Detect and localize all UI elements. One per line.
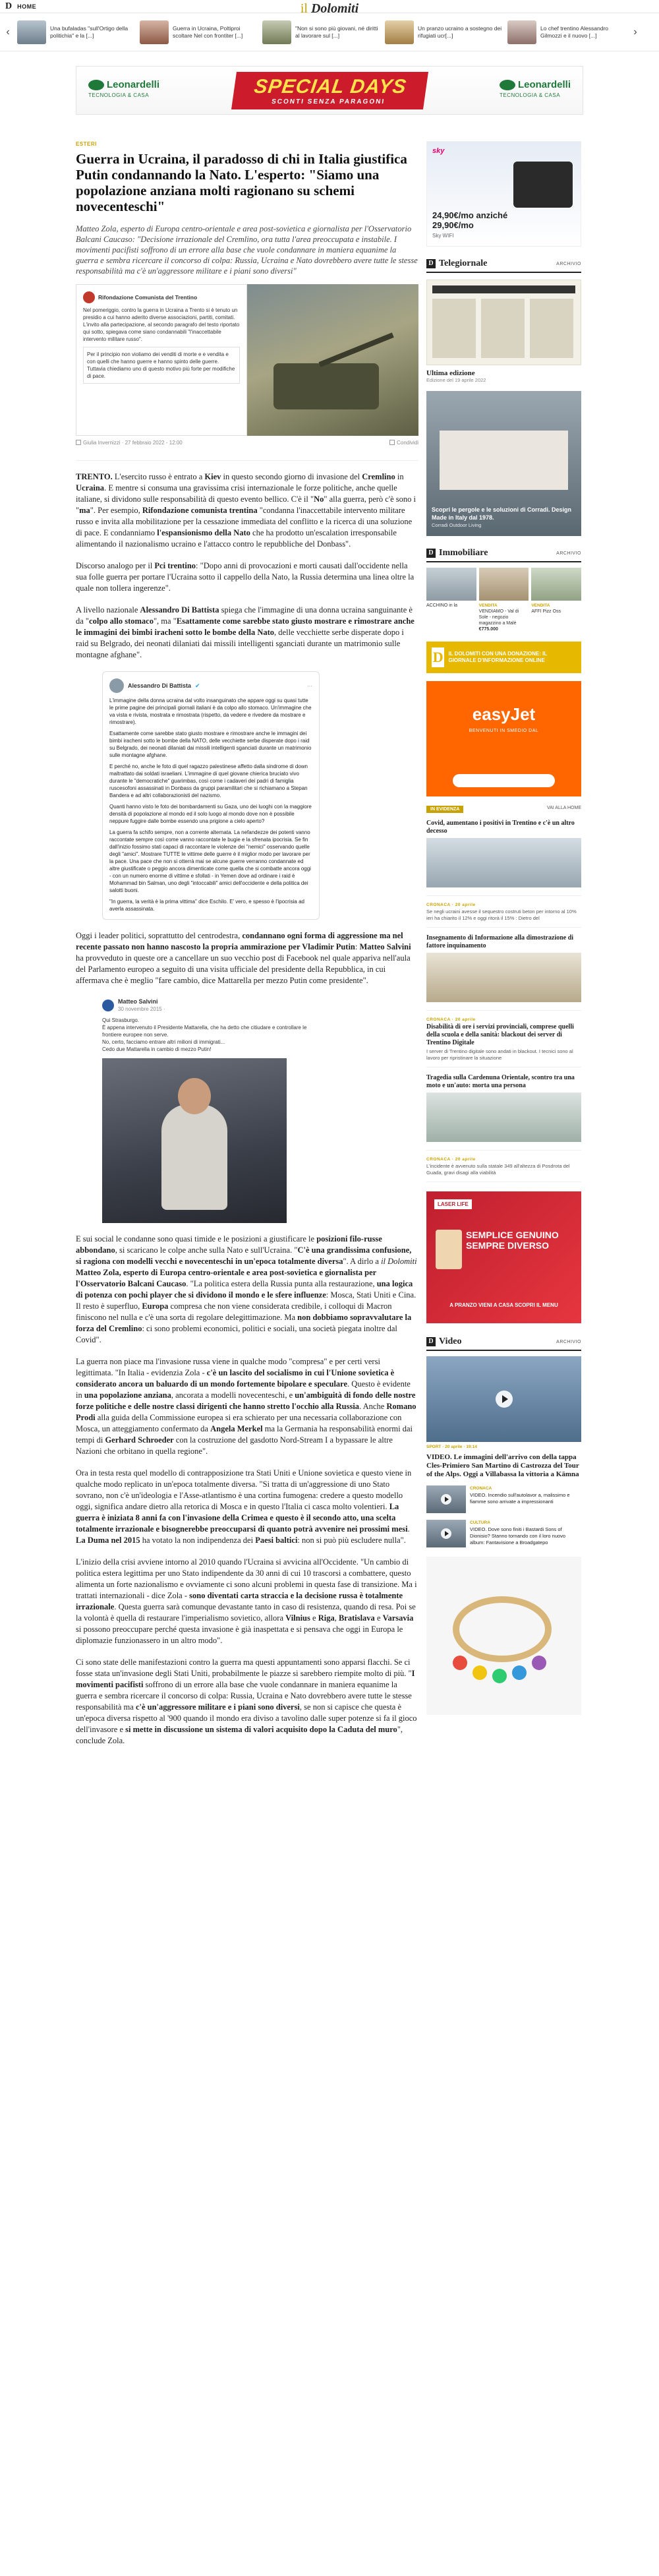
easyjet-ad[interactable] — [426, 681, 581, 796]
post-line: È appena intervenuto il Presidente Mattarella, che ha detto che citiudare e controllare le frontiere europee non serve. — [102, 1025, 307, 1038]
post-line: Cedo due Mattarella in cambio di mezzo Putin! — [102, 1046, 212, 1052]
ad-headline: SPECIAL DAYS SCONTI SENZA PARAGONI — [231, 72, 428, 109]
video-title[interactable]: VIDEO. Le immagini dell'arrivo con della tappa Cles-Primiero San Martino di Castrozza del Tour of the Alps. Oggi a Villabassa la vittoria a Kämna — [426, 1453, 579, 1478]
related-title: Lo chef trentino Alessandro Gilmozzi e il nuovo [...] — [540, 24, 609, 39]
related-thumb — [140, 20, 169, 44]
brand-title[interactable] — [0, 1, 659, 16]
news-item[interactable]: CRONACA · 20 aprile Se negli ucraini avesse il sequestro costruti beton per intorno al 10% ieri ha chiarito il 12% e oggi ritorà il 15% : Dietro del — [426, 903, 581, 928]
leaf-icon — [88, 80, 104, 90]
article — [76, 128, 418, 1747]
go-home-link[interactable]: VAI ALLA HOME — [546, 806, 581, 810]
related-thumb — [17, 20, 46, 44]
hero-social-post — [76, 284, 247, 436]
dolomiti-d-icon: D — [426, 1337, 436, 1346]
video-item[interactable]: CULTURA VIDEO. Dove sono finiti i Bastardi Sons of Dionisio? Stanno tornando con il loro nuovo album: Fantavisione a Broadgatepo — [426, 1520, 581, 1547]
dolomiti-d-icon: D — [426, 549, 436, 558]
avatar — [102, 1000, 114, 1011]
post-paragraph: "In guerra, la verità è la prima vittima" dice Eschilo. E' vero, e spesso è l'ipocrisia ad averla assassinata. — [109, 899, 304, 912]
donation-banner[interactable]: D IL DOLOMITI CON UNA DONAZIONE: IL GIORNALE D'INFORMAZIONE ONLINE — [426, 642, 581, 673]
ad-logo: LASER LIFE — [434, 1199, 472, 1209]
listing-card[interactable]: ACCHINO in la — [426, 568, 476, 632]
home-link[interactable]: HOME — [17, 3, 37, 10]
post-date: 30 novembre 2015 · — [118, 1006, 165, 1012]
paragraph: E sui social le condanne sono quasi timide e le posizioni a giustificare le posizioni filo-russe abbondano, si scaricano le colpe anche sulla Nato e sull'Ucraina. "C'è una grandissima confusione, si ragiona con modelli vecchi e novecenteschi in un'epoca totalmente diversa". A dirlo a il Dolomiti Matteo Zola, esperto di Europa centro-orientale e area post-sovietica e giornalista per l'Osservatorio Balcani Caucaso. "La politica estera della Russia punta alla restaurazione, una logica di potenza con pochi player che si dividono il mondo e le sfere influenze: Mosca, Stati Uniti e Cina. Il resto è superfluo, Europa compresa che non viene considerata credibile, i colloqui di Macron finiscono nel nulla e c'è una sorta di regolare delegittimazione. Ma non dobbiamo sopravvalutare la forza del Cremlino: ci sono problemi economici, politici e sociali, una società piegata inoltre dal Covid". — [76, 1234, 417, 1344]
post-paragraph: Esattamente come sarebbe stato giusto mostrare e rimostrare anche le immagini dei bimbi iracheni sotto le bombe della NATO, delle vecchiette serbe disperate dopo i raid su Belgrado, dei neonati dilaniati dai missili intelligenti sganciati durante un matrimonio sulle montagne afghane. — [109, 731, 312, 758]
dolomiti-d-icon: D — [426, 259, 436, 268]
play-icon[interactable] — [441, 1494, 451, 1505]
paragraph: Ci sono state delle manifestazioni contro la guerra ma questi appuntamenti sono apparsi flacchi. Se ci fosse stata un'invasione degli Stati Uniti, probabilmente le piazze si sarebbero riempite molto di più. "I movimenti pacifisti soffrono di un errore alla base che vuole condannare in maniera equanime la guerra e sembra ricercare il concorso di colpa: Russia, Ucraina e Nato dovrebbero avere tutte le stesse responsabilità ma c'è un'aggressore militare e i piani sono diversi, se non si capisce che questa è un'epoca diversa rispetto al '900 quando il mondo era diviso a tavolino dalle super potenze si fa il gioco dell'invasore e si mette in discussione un sistema di valori acquisito dopo la Caduta del muro", conclude Zola. — [76, 1658, 417, 1745]
author-icon — [76, 440, 81, 445]
related-title: Un pranzo ucraino a sostegno dei rifugiati ucr[...] — [418, 24, 502, 39]
more-options-icon[interactable]: ··· — [307, 682, 312, 689]
site-logo-icon[interactable]: D — [5, 1, 13, 11]
brand-name: Dolomiti — [310, 1, 359, 16]
listing-card[interactable]: VENDITA AFFI Pizz Oss — [531, 568, 581, 632]
avatar — [83, 291, 95, 303]
related-card[interactable] — [385, 20, 503, 44]
related-strip — [0, 13, 659, 51]
telegiornale-caption[interactable]: Ultima edizione — [426, 369, 475, 377]
video-header: D Video ARCHIVIO — [426, 1336, 581, 1351]
ad-text: Scopri le pergole e le soluzioni di Corradi. Design Made in Italy dal 1978. Corradi Outdoor Living — [432, 506, 572, 528]
related-title: Una bufaladas "sull'Ortigo della politichia" e la [...] — [50, 24, 129, 39]
article-meta — [76, 440, 418, 461]
post-paragraph: Quanti hanno visto le foto dei bombardamenti su Gaza, uno dei luoghi con la maggiore densità di popolazione al mondo ed il solo luogo al mondo dove non è possibile neppure fuggire dalle bombe essendo una prigione a cielo aperto? — [109, 804, 312, 824]
telegiornale-date: Edizione del 19 aprile 2022 — [426, 377, 486, 383]
tab-in-evidenza[interactable]: IN EVIDENZA — [426, 806, 463, 813]
verified-icon: ✔ — [195, 682, 200, 689]
paragraph: Discorso analogo per il Pci trentino: "Dopo anni di provocazioni e morti causati dall'occidente nella sua folle guerra per portare l'Ucraina sotto il cappello della Nato, la Russia determina una linea oltre la quale non tollera ingerenze". — [76, 561, 415, 593]
dolomiti-d-icon: D — [432, 647, 444, 667]
avatar — [109, 678, 124, 693]
news-tabs — [426, 806, 581, 813]
related-thumb — [507, 20, 536, 44]
page-columns — [0, 128, 659, 1747]
next-arrow-icon[interactable]: › — [633, 26, 637, 38]
share-button[interactable]: Condividi — [389, 440, 418, 446]
video-main-thumb[interactable] — [426, 1356, 581, 1442]
archive-link[interactable]: ARCHIVIO — [556, 1339, 581, 1344]
post-paragraph: L'immagine della donna ucraina dal volto insanguinato che appare oggi su quasi tutte le prime pagine dei principali giornali italiani è da colpo allo stomaco. Un'immagine che va vista e rivista, mostrata e rimostrata (rispetto, da vedere e rivedere da mostrare e rimostrare). — [109, 698, 312, 725]
post-paragraph: La guerra fa schifo sempre, non a corrente alternata. La nefandezze dei potenti vanno raccontate sempre così come vanno raccontate le bugie e la sfrenata ipocrisia. Se fin dall'inizio fossimo stati capaci di raccontare le violenze dei "nemici" osservando quelle degli "amici". Mostrare TUTTE le vittime delle guerre è il miglior modo per lavorare per la pace. Una pace che non si otterrà mai se alcune guerre verranno condannate ed altre giustificate o peggio ancora dimenticate come quella che si combatte ancora oggi - con un numero enorme di vittime e sfollati - in Yemen dove ad ordinare i raid è Mohammad bin Salman, uno degli "intoccabili" amici dell'occidente e della politica dei salotti buoni. — [109, 829, 311, 893]
related-title: "Non si sono più giovani, né diritti al lavorare sul [...] — [295, 24, 378, 39]
prev-arrow-icon[interactable]: ‹ — [6, 26, 10, 38]
ad-price: 24,90€/mo anziché 29,90€/mo Sky WIFI — [432, 210, 508, 239]
archive-link[interactable]: ARCHIVIO — [556, 261, 581, 266]
post-author[interactable]: Alessandro Di Battista — [128, 682, 192, 689]
paragraph: Ora in testa resta quel modello di contrapposizione tra Stati Uniti e Unione sovietica e questo viene in qualche modo replicato in un'epoca totalmente diversa. "Si tratta di un'aggressione di uno Stato sovrano, non c'è un'ideologia e l'Asse-atlantismo è una cortina fumogena: credere a questo modello oggi, significa andare dietro alla retorica di Mosca e in questo l'Italia ci casca molto volentieri. La guerra è iniziata 8 anni fa con l'invasione della Crimea e questo è il secondo atto, una scelta totalmente irrazionale e bisognerebbe preoccuparsi di quanto potrà avvenire nei prossimi mesi. La Duma nel 2015 ha votato la non indipendenza dei Paesi baltici: non si può più escludere nulla". — [76, 1468, 412, 1545]
news-item[interactable]: Tragedia sulla Cardenuna Orientale, scontro tra una moto e un'auto: morta una persona — [426, 1074, 581, 1151]
post-author: Rifondazione Comunista del Trentino — [98, 293, 198, 301]
article-title: Guerra in Ucraina, il paradosso di chi in Italia giustifica Putin condannando la Nato. L'esperto: "Siamo una popolazione anziana molti ragionano su schemi novecenteschi" — [76, 151, 407, 214]
easyjet-cta[interactable] — [453, 774, 555, 787]
easyjet-logo: easyJet — [472, 704, 536, 724]
hero-media — [76, 284, 418, 436]
related-card[interactable] — [140, 20, 258, 44]
post-author[interactable]: Matteo Salvini — [118, 998, 158, 1005]
device-image — [513, 162, 573, 208]
article-body — [76, 471, 418, 1747]
related-title: Guerra in Ucraina, Poltiproi scoltare Nel con frontiter [...] — [173, 24, 243, 39]
article-lead: Matteo Zola, esperto di Europa centro-orientale e area post-sovietica e giornalista per l'Osservatorio Balcani Caucaso: "Decisione irrazionale del Cremlino, ora tutta l'area preoccupata e instabile. I movimenti pacifisti soffrono di un errore alla base che vuole condannare in maniera equanime la guerra e sembra ricercare il concorso di colpa: Russia, Ucraina e Nato dovrebbero avere tutte le stesse responsabilità ma c'è un'aggressore militare e i piani sono diversi" — [76, 224, 418, 276]
video-item[interactable]: CRONACA VIDEO. Incendio sull'autolavor a, malissimo e fiamme sono arrivate a impressionanti — [426, 1485, 581, 1513]
paragraph: L'inizio della crisi avviene intorno al 2010 quando l'Ucraina si avvicina all'Occidente. "Un cambio di politica estera legittima per uno Stato indipendente da 30 anni di cui 10 trascorsi a combattere, questo alimenta un forte nazionalismo e ovviamente ci sono alcuni problemi in questa fase di transizione. Ma i trattati internazionali - dice Zola - sono diventati carta straccia e la decisione russa è totalmente irrazionale. Questa guerra sarà comunque devastante tanto in caso di resistenza, quando di resa. Poi se la volontà è quella di restaurare l'imperialismo sovietico, allora Vilnius e Riga, Bratislava e Varsavia si possono preoccupare perché questa invasione è già inaspettata e si pensava che oggi in Europa le diplomazie funzionassero in un altro modo". — [76, 1557, 417, 1645]
article-author-date: Giulia Invernizzi · 27 febbraio 2022 - 12:00 — [76, 440, 183, 446]
sky-logo: sky — [432, 147, 445, 155]
post-text: Nel pomeriggio, contro la guerra in Ucraina a Trento si è tenuto un presidio a cui hanno aderito diverse associazioni, partiti, comitati. L'invito alla partecipazione, al secondo paragrafo del testo riportato qui sotto, spiegava come siano condannabili "l'inaccettabile intervento militare russo". — [83, 307, 240, 342]
paragraph: TRENTO. L'esercito russo è entrato a Kiev in questo secondo giorno di invasione del Cremlino in Ucraina. E mentre si consuma una gravissima crisi internazionale le forze politiche, anche quelle italiane, si dividono sulle responsabilità di questo evento bellico. C'è il "No" alla guerra, però c'è sono i "ma". Per esempio, Rifondazione comunista trentina "condanna l'inaccettabile intervento militare russo e invita alla mobilitazione per la cessazione immediata del conflitto e la ricerca di una soluzione di pace. E condanniamo l'espansionismo della Nato che ha prodotto un'escalation irresponsabile alimentando il nazionalismo ucraino e l'attacco contro le repubbliche del Donbass". — [76, 472, 416, 549]
jewelry-ad[interactable] — [426, 1557, 581, 1715]
video-category: SPORT · 20 aprile · 19:14 — [426, 1445, 477, 1449]
listing-card[interactable]: VENDITA VENDIAMO - Val di Sole - negozio magazzino a Malè €775.000 — [479, 568, 529, 632]
post-quote: Per il principio non violiamo dei venditi di morte e e vendita e con quelli che hanno guerre e hanno spinto delle guerre. Tuttavia chiediamo uno di questo motivo più forte per modifiche di pace. — [83, 347, 240, 384]
related-card[interactable] — [262, 20, 381, 44]
paragraph: Oggi i leader politici, soprattutto del centrodestra, condannano ogni forma di aggressione ma nel recente passato non hanno nascosto la propria ammirazione per Vladimir Putin: Matteo Salvini ha provveduto in queste ore a cancellare un suo vecchio post di Facebook nel quale appariva nell'aula del Parlamento europeo a seguito di una visita ufficiale del presidente della Repubblica, in cui affermava che è meglio "fare cambio, dice Mattarella per mezzo Putin come presidente". — [76, 931, 411, 985]
post-photo — [102, 1058, 287, 1223]
related-thumb — [385, 20, 414, 44]
share-icon — [389, 440, 395, 445]
archive-link[interactable]: ARCHIVIO — [556, 551, 581, 556]
post-line: No, certo, facciamo entrare altri milioni di immigrati... — [102, 1039, 225, 1045]
ad-subline: A PRANZO VIENI A CASA SCOPRI IL MENU — [449, 1302, 558, 1308]
related-card[interactable] — [17, 20, 136, 44]
news-item[interactable]: CRONACA · 20 aprile L'incidente è avvenuto sulla statale 349 all'altezza di Posdrota del Guada, gravi disagi alla viabilità — [426, 1157, 581, 1182]
paragraph: A livello nazionale Alessandro Di Battista spiega che l'immagine di una donna ucraina sanguinante è da "colpo allo stomaco", ma "Esattamente come sarebbe stato giusto mostrare e rimostrare anche le immagini dei bimbi iracheni sotto le bombe della Nato, delle vecchiette serbe disperate dopo i raid su Belgrado, dei neonati dilaniati dai missili intelligenti sganciati durante un matrimonio sulle montagne afghane". — [76, 605, 415, 659]
embedded-facebook-post[interactable] — [102, 998, 320, 1223]
news-item[interactable]: Insegnamento di Informazione alla dimostrazione di fattore inquinamento — [426, 934, 581, 1011]
news-item[interactable]: Covid, aumentano i positivi in Trentino e c'è un altro decesso — [426, 820, 581, 896]
play-icon[interactable] — [496, 1391, 513, 1408]
telegiornale-thumbnail[interactable] — [426, 280, 581, 365]
sky-ad[interactable] — [426, 141, 581, 247]
related-card[interactable] — [507, 20, 626, 44]
sidebar — [426, 128, 581, 1747]
play-icon[interactable] — [441, 1528, 451, 1539]
brand-prefix: il — [300, 1, 308, 16]
immobiliare-list — [426, 568, 581, 632]
hero-photo — [247, 284, 418, 436]
news-item[interactable]: CRONACA · 20 aprile Disabilità di ore i servizi provinciali, comprese quelli della scuola e della sanità: blackout dei server di Trentino Digitale I server di Trentino digitale sono andati in blackout. I tecnici sono al lavoro per ripristinare la situazione — [426, 1017, 581, 1067]
top-ad-banner[interactable] — [76, 66, 583, 115]
telegiornale-header: D Telegiornale ARCHIVIO — [426, 258, 581, 273]
post-paragraph: E perché no, anche le foto di quel ragazzo palestinese affetto dalla sindrome di down maltrattato dai soldati israeliani. L'immagine di quel giovane chierica bruciato vivo durante le "democratiche" guarimbas, così come i cadaveri dei padri di famiglia ruscesofoni assassinati in Donbass da gruppi paramilitari che si richiamano a Stepan Bandera e ad altri collaborazionisti del nazismo. — [109, 764, 308, 798]
laserlife-ad[interactable] — [426, 1191, 581, 1323]
related-thumb — [262, 20, 291, 44]
leaf-icon — [500, 80, 515, 90]
immobiliare-header: D Immobiliare ARCHIVIO — [426, 548, 581, 562]
article-category[interactable]: ESTERI — [76, 141, 97, 147]
easyjet-tagline: BENVENUTI IN SMEDIO DAL — [469, 729, 539, 733]
ad-brand-right: Leonardelli TECNOLOGIA & CASA — [499, 78, 571, 99]
ad-headline: SEMPLICE GENUINO SEMPRE DIVERSO — [466, 1230, 559, 1251]
pergola-ad[interactable] — [426, 391, 581, 536]
embedded-post[interactable] — [102, 671, 320, 920]
ad-brand-left: Leonardelli TECNOLOGIA & CASA — [88, 78, 160, 99]
post-line: Qui Strasburgo. — [102, 1017, 140, 1023]
paragraph: La guerra non piace ma l'invasione russa viene in qualche modo "compresa" e per certi versi legittimata. "In Italia - evidenzia Zola - c'è un lascito del socialismo in cui l'Unione sovietica è considerato ancora un baluardo di un mondo fortemente bipolare e speculare. Questo è evidente in una popolazione anziana, ancorata a modelli novecenteschi, e un'ambiguità di fondo delle nostre forze politiche e delle nostre classi dirigenti che hanno stretto l'occhio alla Russia. Anche Romano Prodi alla guida della Commissione europea si era schierato per una necessaria collaborazione con Mosca, un atteggiamento confermato da Angela Merkel ma la Germania ha responsabilità enormi dai tempi di Gerhard Schroeder con la costruzione del gasdotto Nord-Stream I a bypassare le altre Nazioni che orbitano in quella regione". — [76, 1357, 416, 1456]
